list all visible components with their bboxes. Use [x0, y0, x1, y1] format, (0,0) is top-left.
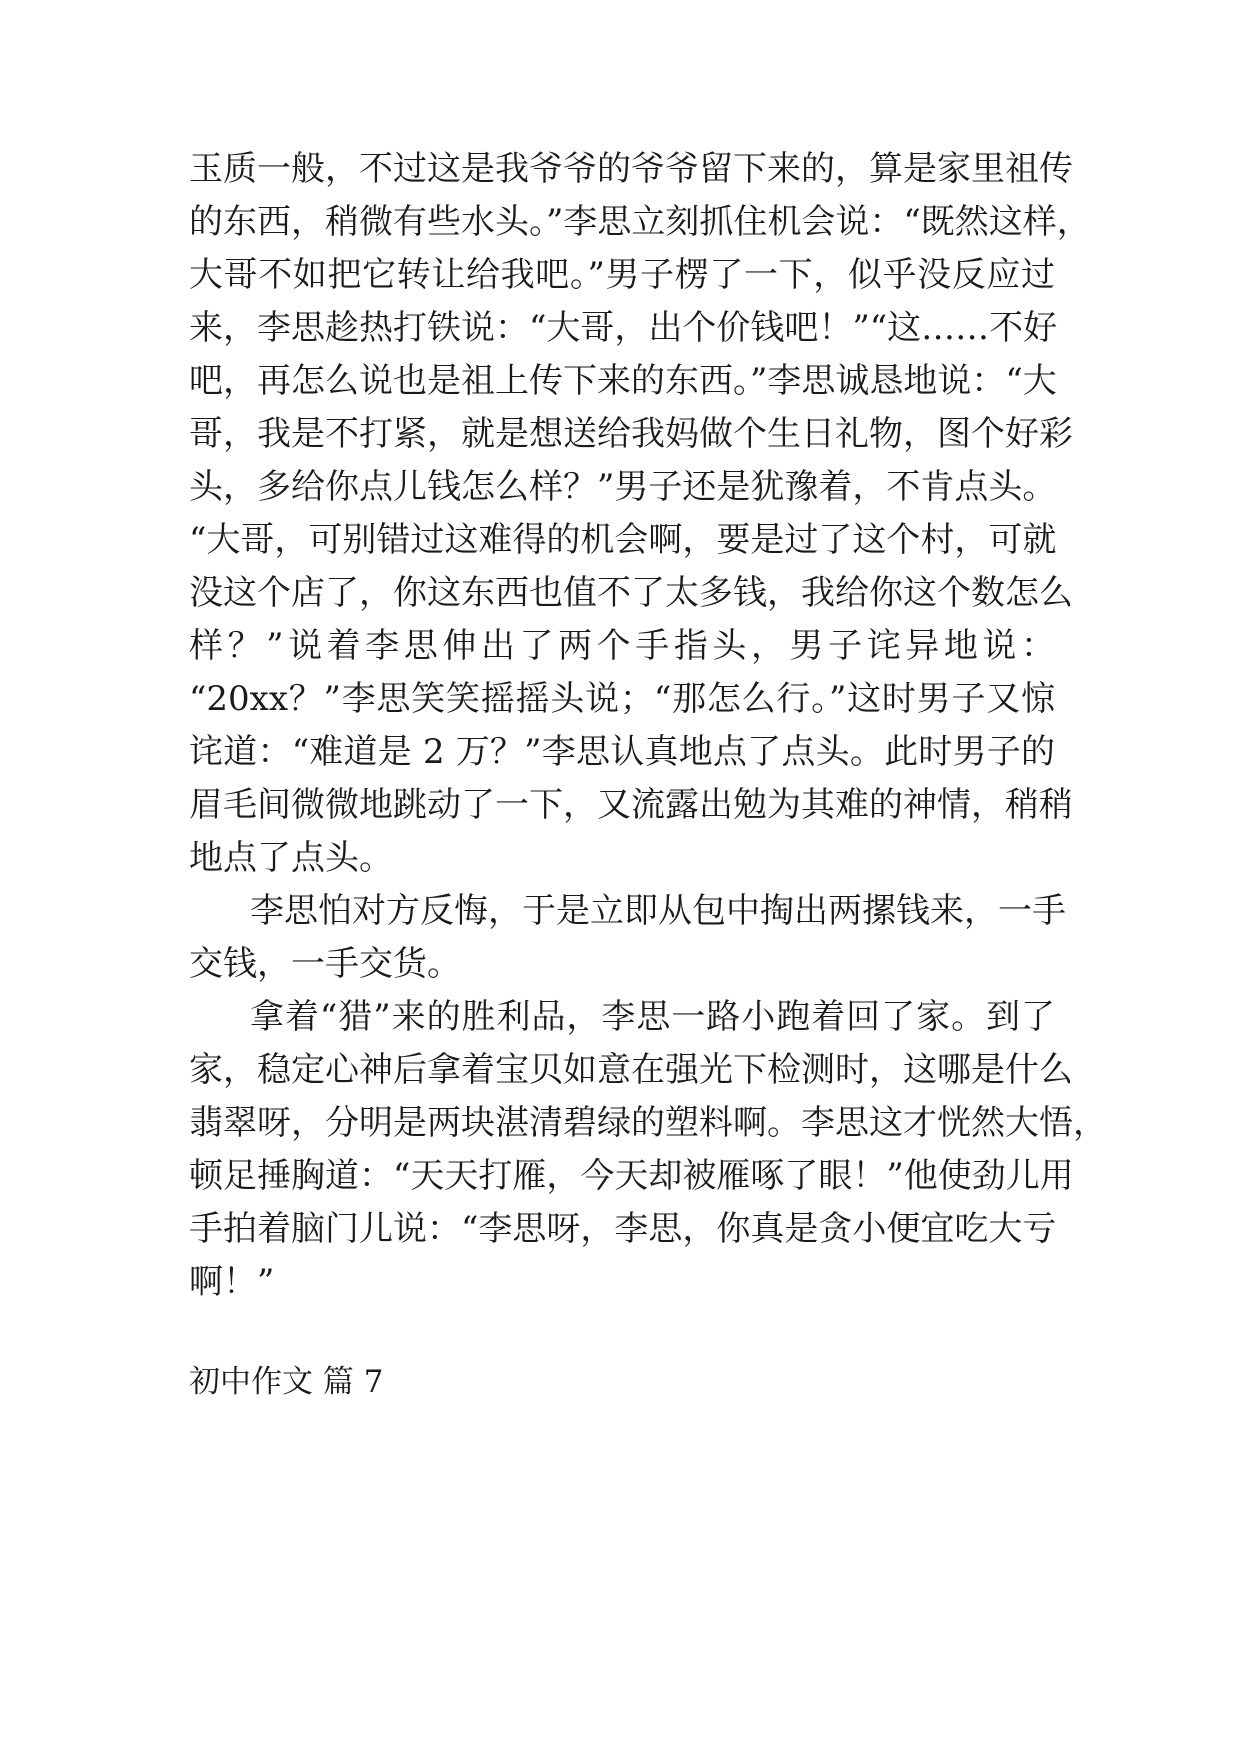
- text-line: 手拍着脑门儿说：“李思呀，李思，你真是贪小便宜吃大亏: [189, 1209, 1057, 1249]
- text-line: 头，多给你点儿钱怎么样？”男子还是犹豫着，不肯点头。: [189, 467, 1057, 507]
- text-line: 大哥不如把它转让给我吧。”男子楞了一下，似乎没反应过: [189, 255, 1055, 295]
- text-line: 吧，再怎么说也是祖上传下来的东西。”李思诚恳地说：“大: [189, 361, 1057, 401]
- text-line: 翡翠呀，分明是两块湛清碧绿的塑料啊。李思这才恍然大悟，: [189, 1103, 1107, 1143]
- text-line: 的东西，稍微有些水头。”李思立刻抓住机会说：“既然这样，: [189, 202, 1091, 242]
- text-line: 没这个店了，你这东西也值不了太多钱，我给你这个数怎么: [189, 573, 1073, 613]
- text-line: “大哥，可别错过这难得的机会啊，要是过了这个村，可就: [189, 520, 1057, 560]
- document-page: [189, 0, 1107, 1754]
- text-line: 来，李思趁热打铁说：“大哥，出个价钱吧！”“这……不好: [189, 308, 1058, 348]
- text-line: 玉质一般，不过这是我爷爷的爷爷留下来的，算是家里祖传: [189, 149, 1073, 189]
- text-line: “20xx？”李思笑笑摇摇头说；“那怎么行。”这时男子又惊: [189, 679, 1055, 719]
- text-line: 地点了点头。: [189, 838, 393, 878]
- text-line: 啊！”: [189, 1262, 275, 1302]
- text-line: 交钱，一手交货。: [189, 944, 461, 984]
- text-line: 顿足捶胸道：“天天打雁，今天却被雁啄了眼！”他使劲儿用: [189, 1156, 1074, 1196]
- text-line: 诧道：“难道是 2 万？”李思认真地点了点头。此时男子的: [189, 732, 1055, 772]
- section-heading: 初中作文 篇 7: [189, 1364, 384, 1400]
- text-line: 样？”说着李思伸出了两个手指头，男子诧异地说：: [189, 626, 1055, 666]
- text-line: 哥，我是不打紧，就是想送给我妈做个生日礼物，图个好彩: [189, 414, 1073, 454]
- text-line: 家，稳定心神后拿着宝贝如意在强光下检测时，这哪是什么: [189, 1050, 1073, 1090]
- text-line: 拿着“猎”来的胜利品，李思一路小跑着回了家。到了: [250, 997, 1055, 1037]
- text-line: 李思怕对方反悔，于是立即从包中掏出两摞钱来，一手: [250, 891, 1066, 931]
- text-line: 眉毛间微微地跳动了一下，又流露出勉为其难的神情，稍稍: [189, 785, 1073, 825]
